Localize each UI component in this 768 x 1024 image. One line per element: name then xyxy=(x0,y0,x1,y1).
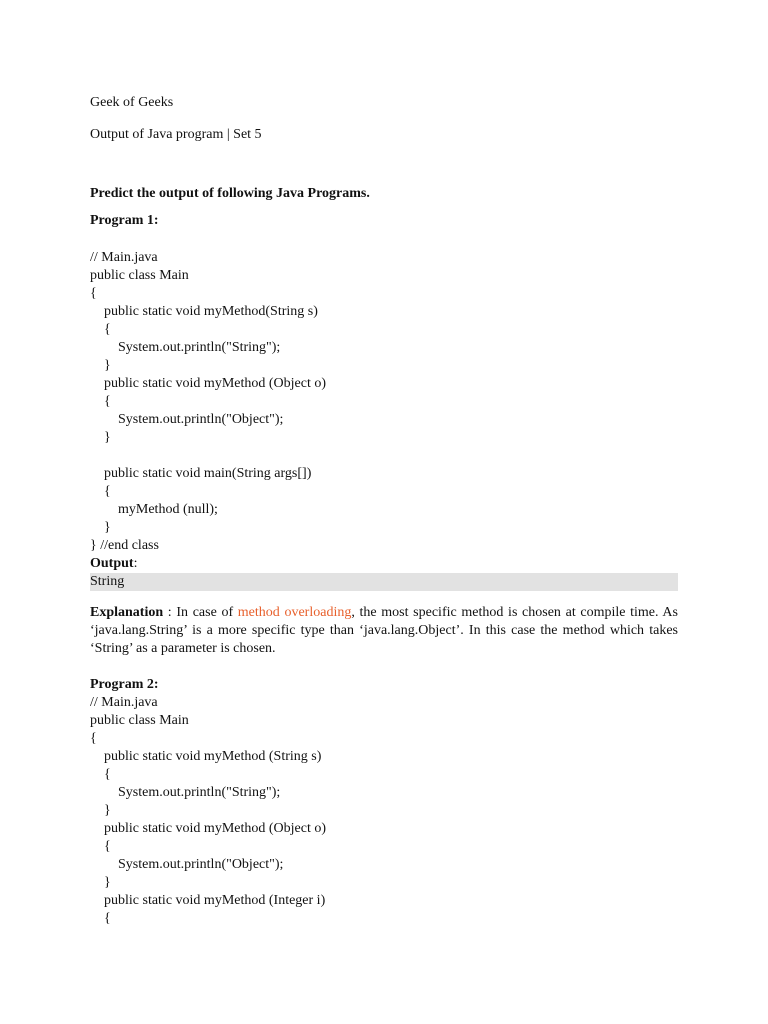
program-1-output-label xyxy=(90,555,678,573)
code-line: public static void myMethod(String s) xyxy=(90,304,318,319)
output-label-text: Output xyxy=(90,556,134,571)
program-1-explanation xyxy=(90,604,678,658)
code-line: public static void main(String args[]) xyxy=(90,466,312,481)
explanation-label: Explanation xyxy=(90,605,164,620)
code-line: { xyxy=(90,322,111,337)
code-line: } xyxy=(90,803,111,818)
code-line: public static void myMethod (Object o) xyxy=(90,376,327,391)
explanation-post: , the most specific method is chosen at compile time. As ‘java.lang.String’ is a more specific type than ‘java.lang.Object’. In this case the method which takes ‘String’ as a parameter is chosen. xyxy=(90,605,678,656)
code-line: // Main.java xyxy=(90,695,158,710)
code-line: public static void myMethod (Object o) xyxy=(90,821,327,836)
article-title: Output of Java program | Set 5 xyxy=(90,127,262,142)
code-line: public class Main xyxy=(90,268,189,283)
code-line xyxy=(90,447,678,465)
code-line: } xyxy=(90,520,111,535)
code-line: // Main.java xyxy=(90,250,158,265)
program-2-code xyxy=(90,694,678,928)
code-line: { xyxy=(90,394,111,409)
code-line: } //end class xyxy=(90,538,159,553)
method-overloading-link[interactable]: method overloading xyxy=(237,605,352,620)
code-line: public class Main xyxy=(90,713,189,728)
code-line: { xyxy=(90,767,111,782)
code-line: System.out.println("String"); xyxy=(90,785,281,800)
code-line: } xyxy=(90,358,111,373)
code-line: public static void myMethod (String s) xyxy=(90,749,322,764)
code-line: { xyxy=(90,731,97,746)
document-body xyxy=(90,94,678,928)
code-line: { xyxy=(90,839,111,854)
code-line: System.out.println("Object"); xyxy=(90,857,284,872)
code-line: { xyxy=(90,484,111,499)
explanation-pre: : In case of xyxy=(163,605,238,620)
code-line: { xyxy=(90,286,97,301)
code-line: } xyxy=(90,430,111,445)
intro-text: Predict the output of following Java Programs. xyxy=(90,186,370,201)
code-line: { xyxy=(90,911,111,926)
code-line: public static void myMethod (Integer i) xyxy=(90,893,326,908)
program-1-output-box xyxy=(90,573,678,591)
program-1-output-value: String xyxy=(90,574,125,589)
output-label-colon: : xyxy=(133,556,138,571)
program-1-code xyxy=(90,249,678,555)
code-line: } xyxy=(90,875,111,890)
site-title: Geek of Geeks xyxy=(90,95,174,110)
code-line: System.out.println("Object"); xyxy=(90,412,284,427)
code-line: myMethod (null); xyxy=(90,502,218,517)
code-line: System.out.println("String"); xyxy=(90,340,281,355)
program-2-heading: Program 2: xyxy=(90,677,159,692)
program-1-heading: Program 1: xyxy=(90,213,159,228)
